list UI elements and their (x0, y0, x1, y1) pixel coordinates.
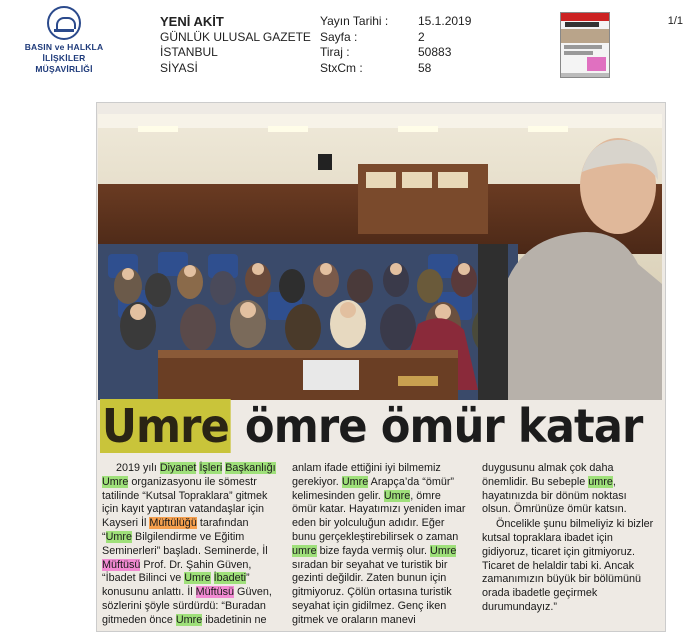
text-run: organizasyonu ile sömestr tatilinde “Kutsal Topraklara” gitmek için kayıt yaptıran vatandaşlar için Kayseri İl (102, 475, 268, 530)
page-thumbnail[interactable] (560, 12, 610, 78)
page-count: 1/1 (667, 15, 683, 27)
ministry-logo (8, 6, 120, 75)
meta-labels (320, 14, 388, 76)
text-run: bize fayda vermiş olur. (316, 544, 431, 557)
publication-info (160, 14, 311, 76)
highlighted-term: umre (588, 475, 613, 488)
highlighted-term: Müftüsü (195, 586, 235, 599)
logo-line1: BASIN ve HALKLA İLİŞKİLER (24, 42, 104, 63)
article-body (102, 462, 658, 628)
headline-highlight: Umre (101, 399, 229, 453)
text-run: Bilgilendirme ve Eğitim Seminerleri” başladı. Seminerde, İl (102, 530, 268, 557)
highlighted-term: Müftülüğü (149, 517, 197, 530)
logo-line2: MÜŞAVİRLİĞİ (35, 64, 93, 74)
text-run: ibadetinin ne anlam ifade ettiğini iyi bilmemiz gerekiyor. (202, 462, 441, 626)
highlighted-term: İşleri (199, 462, 223, 474)
publication-type: GÜNLÜK ULUSAL GAZETE (160, 29, 311, 44)
text-run: ” konusunu anlattı. İl (102, 572, 250, 599)
highlighted-term: Başkanlığı (225, 462, 276, 474)
meta-values (418, 14, 471, 76)
text-run: Güven, sözlerini şöyle sürdürdü: “Buradan gitmeden önce (102, 586, 272, 626)
highlighted-term: Umre (102, 475, 129, 488)
text-run: sıradan bir seyahat ve turistik bir gezinti değildir. Zaten bunun için gitmiyoruz. Çölün ortasına turistik seyahat için gidilmez. Genç iken gitmek ve oraların manevi duygusunu almak çok daha önemlidir. Bu sebeple (292, 462, 614, 626)
stx-label: StxCm : (320, 60, 363, 75)
circulation-value: 50883 (418, 45, 452, 59)
circulation-label: Tiraj : (320, 45, 350, 59)
stx-value: 58 (418, 60, 432, 75)
date-label: Yayın Tarihi : (320, 14, 389, 28)
highlighted-term: İbadeti (213, 572, 247, 585)
highlighted-term: Umre (184, 572, 211, 585)
highlighted-term: Umre (383, 489, 411, 502)
highlighted-term: Umre (341, 475, 369, 488)
text-run: tarafından “ (102, 517, 249, 543)
article-paragraph (482, 518, 658, 615)
seminar-photo (98, 114, 662, 400)
highlighted-term: Umre (430, 544, 457, 557)
date-value: 15.1.2019 (418, 14, 472, 28)
text-run: , ömre ömür katar. Hayatımızı yeniden imar eden bir yolculuğun adıdır. Eğer bunu gerçekleştirebilirsek o zaman (292, 489, 466, 543)
text-run: Arapça’da “ömür” kelimesinden gelir. (292, 475, 455, 502)
publication-city: İSTANBUL (160, 45, 218, 59)
seal-icon (47, 6, 81, 40)
text-run: , hayatınızda bir dönüm noktası olsun. Ömrünüze ömür katsın. (482, 475, 627, 516)
text-run: Öncelikle şunu bilmeliyiz ki bizler kutsal topraklara ibadet için gidiyoruz, ticaret için gitmiyoruz. Ticaret de helaldir tabi ki. Ancak zamanımızın büyük bir bölümünü orada ibadetle geçirmek durumundayız.” (482, 518, 654, 613)
headline-rest: ömre ömür katar (230, 399, 643, 453)
page-label: Sayfa : (320, 29, 358, 44)
text-run: 2019 yılı (116, 462, 160, 474)
highlighted-term: Diyanet (159, 462, 197, 474)
publication-category: SİYASİ (160, 60, 198, 75)
headline (100, 398, 643, 454)
page-value: 2 (418, 29, 425, 44)
highlighted-term: Umre (175, 613, 203, 626)
highlighted-term: Müftüsü (102, 558, 141, 571)
text-run: Prof. Dr. Şahin Güven, “İbadet Bilinci ve (102, 558, 252, 585)
highlighted-term: Umre (105, 530, 133, 543)
highlighted-term: umre (292, 544, 317, 557)
publication-name: YENİ AKİT (160, 14, 224, 29)
